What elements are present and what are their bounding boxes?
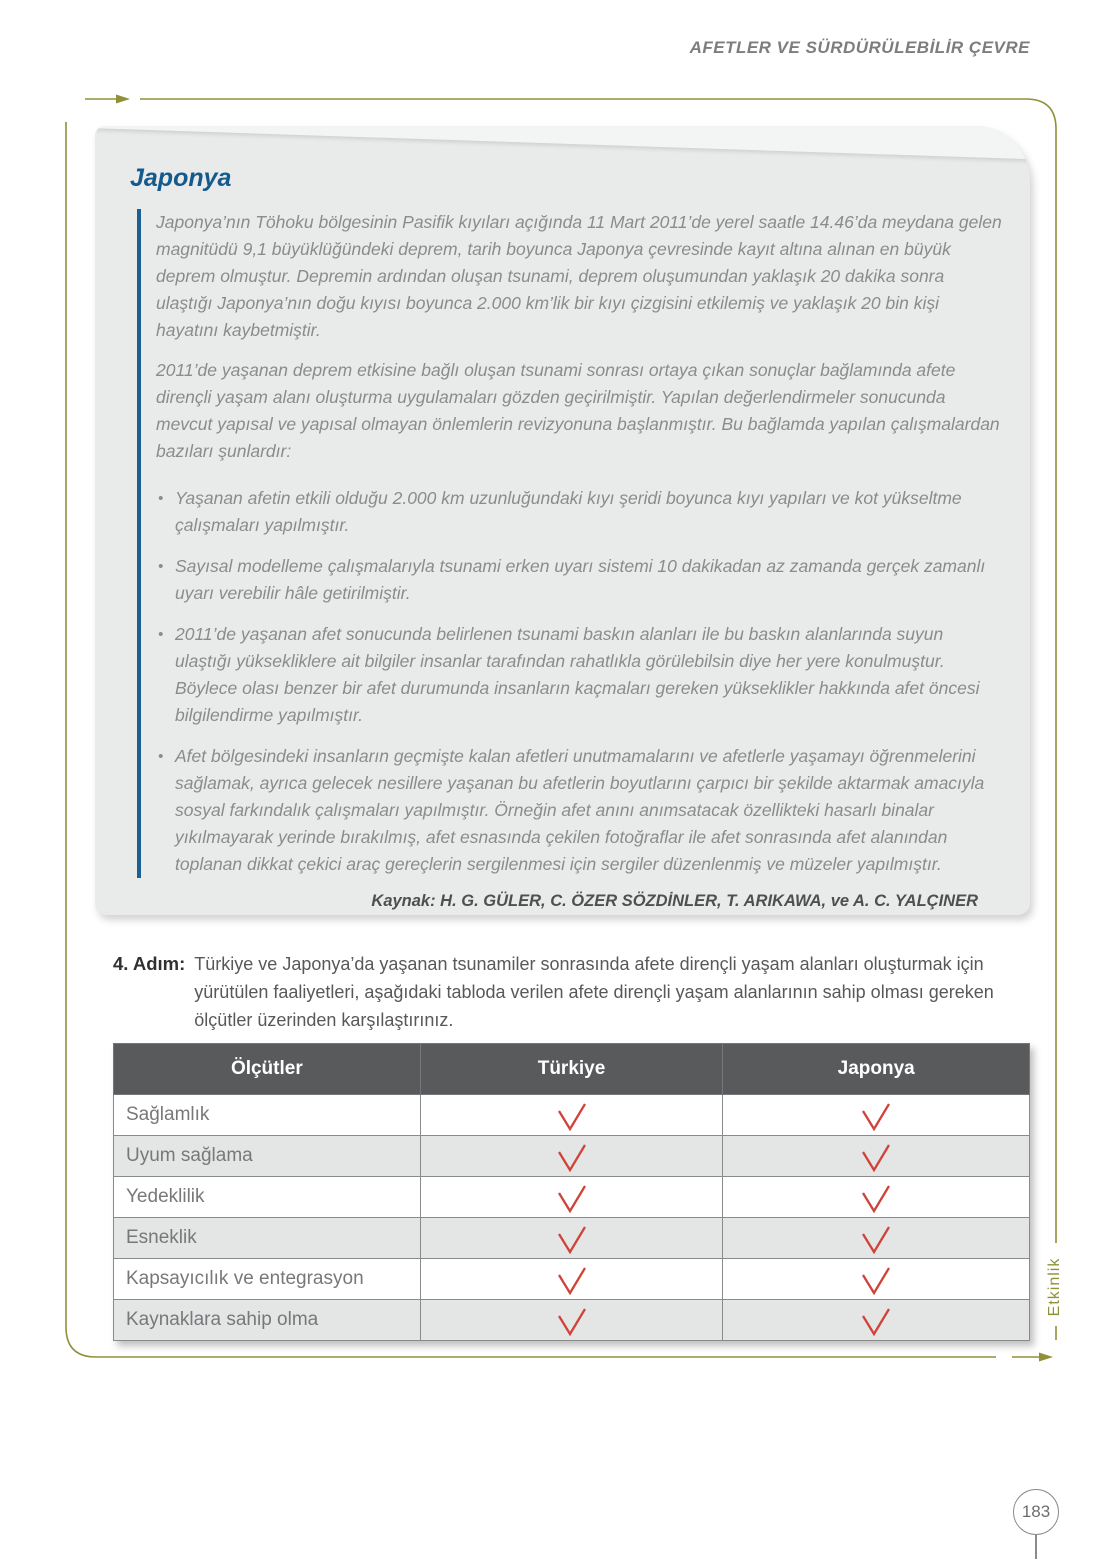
criterion-cell: Uyum sağlama (114, 1136, 421, 1177)
frame-arrow-bottom-icon (1012, 1353, 1053, 1362)
paragraph: 2011’de yaşanan deprem etkisine bağlı oluşan tsunami sonrası ortaya çıkan sonuçlar bağlamında afete dirençli yaşam alanı oluşturma uygulamaları gözden geçirilmiştir. Yapılan değerlendirmeler sonucunda mevcut yapısal ve yapısal olmayan önlemlerin revizyonuna başlanmıştır. Bu bağlamda yapılan çalışmalardan bazıları şunlardır: (156, 360, 1000, 461)
checkmark-icon (858, 1224, 894, 1255)
checkmark-icon (554, 1224, 590, 1255)
turkiye-check-cell[interactable] (420, 1177, 723, 1218)
checkmark-icon (858, 1183, 894, 1214)
japonya-check-cell[interactable] (723, 1136, 1030, 1177)
table-row (114, 1259, 1030, 1300)
checkmark-icon (858, 1101, 894, 1132)
checkmark-icon (554, 1183, 590, 1214)
bullet-item: • Sayısal modelleme çalışmalarıyla tsunami erken uyarı sistemi 10 dakikadan az zamanda gerçek zamanlı uyarı verebilir hâle getirilmiştir. (156, 553, 1004, 607)
checkmark-icon (858, 1265, 894, 1296)
column-header-olcutler: Ölçütler (114, 1044, 421, 1095)
page-number-stem (1035, 1532, 1037, 1559)
frame-arrow-top-icon (85, 95, 130, 104)
checkmark-icon (554, 1142, 590, 1173)
infobox-title: Japonya (130, 164, 232, 192)
turkiye-check-cell[interactable] (420, 1218, 723, 1259)
checkmark-icon (554, 1101, 590, 1132)
japonya-check-cell[interactable] (723, 1259, 1030, 1300)
checkmark-icon (858, 1306, 894, 1337)
japonya-check-cell[interactable] (723, 1218, 1030, 1259)
checkmark-icon (554, 1306, 590, 1337)
bullet-list (156, 485, 1004, 878)
criterion-cell: Kaynaklara sahip olma (114, 1300, 421, 1341)
table-row (114, 1136, 1030, 1177)
criterion-cell: Sağlamlık (114, 1095, 421, 1136)
table-row (114, 1300, 1030, 1341)
running-head: AFETLER VE SÜRDÜRÜLEBİLİR ÇEVRE (689, 38, 1030, 57)
turkiye-check-cell[interactable] (420, 1136, 723, 1177)
step-4-instruction (113, 950, 1029, 1034)
page-number-badge (1013, 1489, 1059, 1535)
criterion-cell: Yedeklilik (114, 1177, 421, 1218)
page-number: 183 (1021, 1502, 1051, 1521)
turkiye-check-cell[interactable] (420, 1259, 723, 1300)
column-header-turkiye: Türkiye (420, 1044, 723, 1095)
turkiye-check-cell[interactable] (420, 1095, 723, 1136)
step-text: Türkiye ve Japonya’da yaşanan tsunamiler sonrasında afete dirençli yaşam alanları oluşturmak için yürütülen faaliyetleri, aşağıdaki tabloda verilen afete dirençli yaşam alanlarının sahip olması gereken ölçütler üzerinden karşılaştırınız. (194, 954, 994, 1030)
japonya-check-cell[interactable] (723, 1095, 1030, 1136)
criterion-cell: Kapsayıcılık ve entegrasyon (114, 1259, 421, 1300)
table-row (114, 1177, 1030, 1218)
step-label: 4. Adım: (113, 953, 186, 974)
turkiye-check-cell[interactable] (420, 1300, 723, 1341)
checkmark-icon (858, 1142, 894, 1173)
checkmark-icon (554, 1265, 590, 1296)
japan-infobox (95, 126, 1030, 915)
japonya-check-cell[interactable] (723, 1300, 1030, 1341)
bullet-item: • 2011’de yaşanan afet sonucunda belirlenen tsunami baskın alanları ile bu baskın alanlarında suyun ulaştığı yüksekliklere ait bilgiler insanlar tarafından rahatlıkla görülebilsin diye her yere konulmuştur. Böylece olası benzer bir afet durumunda insanların kaçmaları gereken yükseklikler hakkında afet öncesi bilgilendirme yapılmıştır. (156, 621, 1004, 729)
bullet-item: • Afet bölgesindeki insanların geçmişte kalan afetleri unutmamalarını ve afetlerle yaşamayı öğrenmelerini sağlamak, ayrıca gelecek nesillere yaşanan bu afetlerin boyutlarını çarpıcı bir şekilde aktarmak amacıyla sosyal farkındalık çalışmaları yapılmıştır. Örneğin afet anını anımsatacak özellikteki hasarlı binalar yıkılmayarak yerinde bırakılmış, afet esnasında çekilen fotoğraflar ile afet sonrasında afet alanından toplanan dikkat çekici araç gereçlerin sergilenmesi için sergiler düzenlenmiş ve müzeler yapılmıştır. (156, 743, 1004, 878)
bullet-item: • Yaşanan afetin etkili olduğu 2.000 km uzunluğundaki kıyı şeridi boyunca kıyı yapıları ve kot yükseltme çalışmaları yapılmıştır. (156, 485, 1004, 539)
table-row (114, 1095, 1030, 1136)
table-row (114, 1218, 1030, 1259)
comparison-table (113, 1043, 1030, 1341)
column-header-japonya: Japonya (723, 1044, 1030, 1095)
paragraph: Japonya’nın Töhoku bölgesinin Pasifik kıyıları açığında 11 Mart 2011’de yerel saatle 14.46’da meydana gelen magnitüdü 9,1 büyüklüğündeki deprem, tarih boyunca Japonya çevresinde kayıt altına alınan en büyük deprem olmuştur. Depremin ardından oluşan tsunami, deprem oluşumundan yaklaşık 20 dakika sonra ulaştığı Japonya’nın doğu kıyısı boyunca 2.000 km’lik bir kıyı çizgisini etkilemiş ve yaklaşık 20 bin kişi hayatını kaybetmiştir. (156, 212, 1002, 340)
side-label-etkinlik: Etkinlik (1046, 1257, 1063, 1317)
japonya-check-cell[interactable] (723, 1177, 1030, 1218)
criterion-cell: Esneklik (114, 1218, 421, 1259)
table-header-row (114, 1044, 1030, 1095)
quote-block (137, 209, 1004, 878)
source-citation: Kaynak: H. G. GÜLER, C. ÖZER SÖZDİNLER, T. ARIKAWA, ve A. C. YALÇINER (371, 892, 978, 910)
